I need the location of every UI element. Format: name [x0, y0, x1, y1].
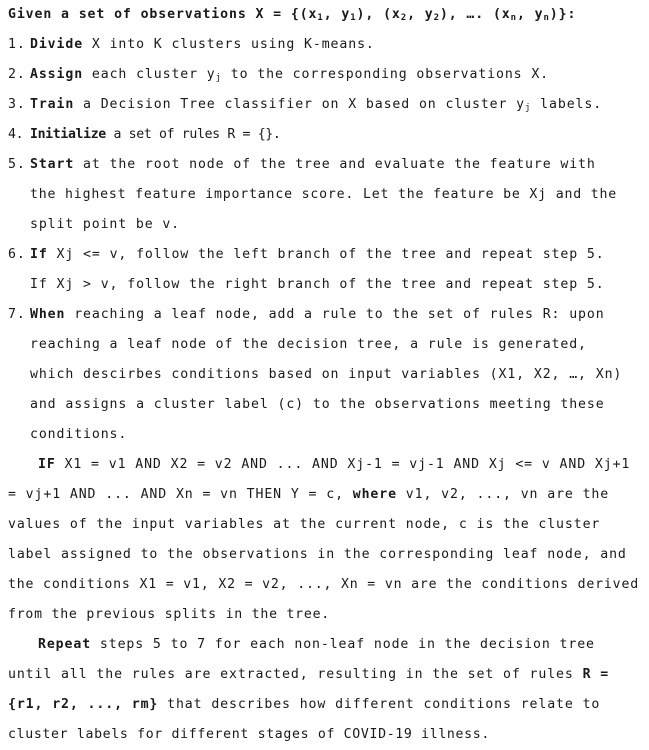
step-7-text-line-5: conditions.	[30, 427, 128, 442]
step-7	[0, 300, 649, 330]
rule-if-keyword: IF	[38, 457, 56, 472]
heading-mid-1: , y	[323, 7, 351, 22]
step-7-line-3	[0, 360, 649, 390]
step-7-line-5	[0, 420, 649, 450]
step-5	[0, 150, 649, 180]
heading-sub-5: n	[510, 12, 517, 23]
heading-mid-5: , y	[516, 7, 544, 22]
step-1-text: X into K clusters using K-means.	[83, 37, 375, 52]
repeat-rules-symbol: R =	[582, 667, 610, 682]
rule-line-6-text: from the previous splits in the tree.	[8, 607, 330, 622]
rule-line-1-text: X1 = v1 AND X2 = v2 AND ... AND Xj-1 = vj-1 AND Xj <= v AND Xj+1	[55, 457, 631, 472]
step-7-line-4	[0, 390, 649, 420]
step-4-keyword: Initialize	[30, 127, 106, 142]
heading-mid-3: , y	[407, 7, 434, 22]
step-5-keyword: Start	[30, 157, 75, 172]
heading-sub-6: n	[543, 12, 550, 23]
rule-line-5-text: the conditions X1 = v1, X2 = v2, ..., Xn = vn are the conditions derived	[8, 577, 639, 592]
heading-mid-4: ), …. (x	[439, 7, 511, 22]
rule-line-2-text-b: v1, v2, ..., vn are the	[396, 487, 610, 502]
step-2-text-a: each cluster y	[83, 67, 216, 82]
rule-paragraph-line-3	[0, 510, 649, 540]
step-7-text-line-3: which descirbes conditions based on input variables (X1, X2, …, Xn)	[30, 367, 623, 382]
step-1-keyword: Divide	[30, 37, 84, 52]
heading-mid-2: ), (x	[356, 7, 401, 22]
step-5-number: 5.	[8, 157, 26, 172]
step-3-subscript: j	[525, 102, 532, 113]
repeat-line-4-text: cluster labels for different stages of COVID-19 illness.	[8, 727, 490, 742]
step-4	[0, 120, 649, 150]
step-3-number: 3.	[8, 97, 26, 112]
rule-paragraph-line-5	[0, 570, 649, 600]
rule-line-3-text: values of the input variables at the current node, c is the cluster	[8, 517, 601, 532]
step-6-keyword: If	[30, 247, 48, 262]
step-7-number: 7.	[8, 307, 26, 322]
step-2-subscript: j	[215, 72, 222, 83]
step-5-text-line-1: at the root node of the tree and evaluate the feature with	[74, 157, 596, 172]
step-6-line-2	[0, 270, 649, 300]
step-5-line-3	[0, 210, 649, 240]
rule-paragraph-line-4	[0, 540, 649, 570]
step-1-number: 1.	[8, 37, 26, 52]
step-2-keyword: Assign	[30, 67, 84, 82]
rule-paragraph-line-1	[0, 450, 649, 480]
repeat-paragraph-line-1	[0, 630, 649, 660]
step-4-text: a set of rules R = {}.	[105, 127, 281, 142]
repeat-keyword: Repeat	[38, 637, 92, 652]
step-6	[0, 240, 649, 270]
heading-prefix: Given a set of observations X = {(x	[8, 7, 318, 22]
step-1	[0, 30, 649, 60]
step-5-text-line-2: the highest feature importance score. Let the feature be Xj and the	[30, 187, 618, 202]
rule-line-2-text-a: = vj+1 AND ... AND Xn = vn THEN Y = c,	[8, 487, 353, 502]
rule-paragraph-line-6	[0, 600, 649, 630]
step-7-text-line-2: reaching a leaf node of the decision tree, a rule is generated,	[30, 337, 587, 352]
step-2-text-b: to the corresponding observations X.	[221, 67, 550, 82]
rule-paragraph-line-2	[0, 480, 649, 510]
step-5-text-line-3: split point be v.	[30, 217, 180, 232]
repeat-paragraph-line-2	[0, 660, 649, 690]
repeat-line-3-text: that describes how different conditions relate to	[158, 697, 601, 712]
step-5-line-2	[0, 180, 649, 210]
rule-line-4-text: label assigned to the observations in the corresponding leaf node, and	[8, 547, 627, 562]
step-7-line-2	[0, 330, 649, 360]
step-3	[0, 90, 649, 120]
step-3-text-b: labels.	[531, 97, 603, 112]
rule-set-notation: {r1, r2, ..., rm}	[8, 697, 159, 712]
step-6-text-line-2: If Xj > v, follow the right branch of the tree and repeat step 5.	[30, 277, 605, 292]
document-heading	[0, 0, 649, 30]
heading-sub-3: 2	[400, 12, 408, 23]
step-4-number: 4.	[8, 127, 24, 142]
step-7-text-line-4: and assigns a cluster label (c) to the observations meeting these	[30, 397, 605, 412]
heading-sub-4: 2	[433, 12, 440, 23]
repeat-paragraph-line-3	[0, 690, 649, 720]
step-3-keyword: Train	[30, 97, 75, 112]
step-3-text-a: a Decision Tree classifier on X based on cluster y	[74, 97, 526, 112]
heading-sub-1: 1	[317, 12, 324, 23]
step-6-number: 6.	[8, 247, 26, 262]
step-7-text-line-1: reaching a leaf node, add a rule to the set of rules R: upon	[65, 307, 605, 322]
repeat-line-1-text: steps 5 to 7 for each non-leaf node in the decision tree	[91, 637, 595, 652]
step-7-keyword: When	[30, 307, 66, 322]
heading-sub-2: 1	[350, 12, 357, 23]
rule-where-keyword: where	[352, 487, 397, 502]
step-2	[0, 60, 649, 90]
repeat-paragraph-line-4	[0, 720, 649, 750]
repeat-line-2-text-a: until all the rules are extracted, resulting in the set of rules	[8, 667, 583, 682]
step-2-number: 2.	[8, 67, 26, 82]
heading-suffix: )}:	[549, 7, 577, 22]
step-6-text-line-1: Xj <= v, follow the left branch of the tree and repeat step 5.	[47, 247, 605, 262]
